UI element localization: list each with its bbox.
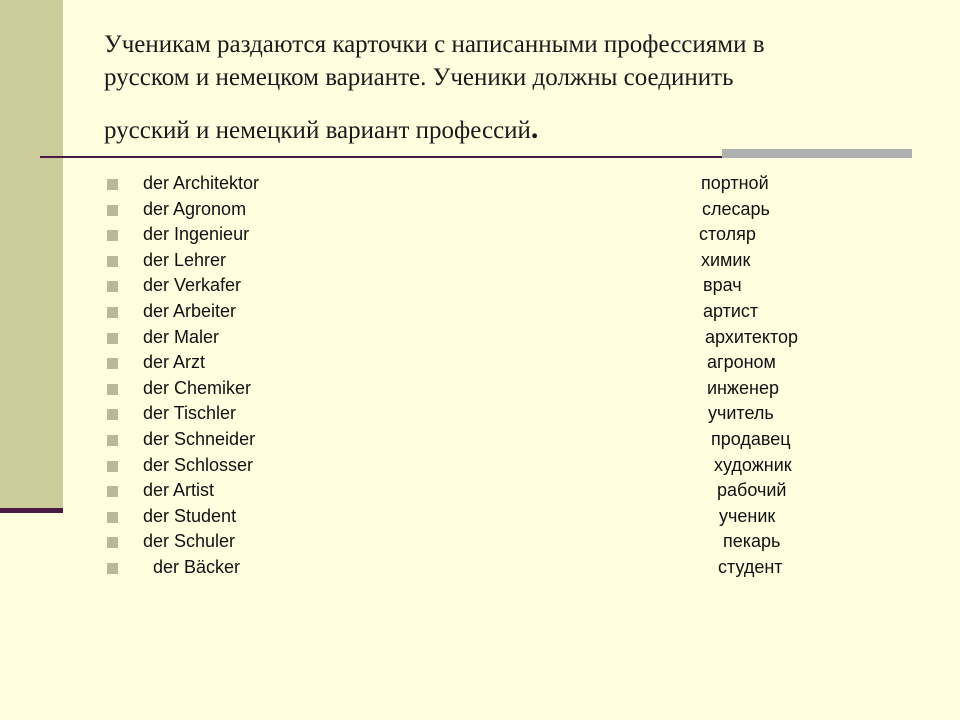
- list-item: [0, 274, 960, 300]
- list-item: [0, 479, 960, 505]
- bullet-icon: [107, 384, 118, 395]
- russian-term: художник: [714, 454, 792, 475]
- russian-term: агроном: [707, 352, 776, 373]
- german-term: der Schneider: [143, 428, 256, 449]
- list-item: [0, 172, 960, 198]
- list-item: [0, 351, 960, 377]
- german-term: der Agronom: [143, 198, 247, 219]
- title-line-2: русском и немецком варианте. Ученики должны соединить: [104, 64, 734, 91]
- german-term: der Artist: [143, 480, 215, 501]
- list-item: [0, 530, 960, 556]
- german-term: der Ingenieur: [143, 224, 250, 245]
- russian-term: химик: [701, 249, 751, 270]
- title-line-1: Ученикам раздаются карточки с написанными профессиями в: [104, 31, 765, 58]
- list-item: [0, 454, 960, 480]
- title-divider-block: [722, 149, 912, 158]
- slide-title: [104, 28, 904, 147]
- bullet-icon: [107, 179, 118, 190]
- list-item: [0, 377, 960, 403]
- list-item: [0, 249, 960, 275]
- russian-term: слесарь: [702, 198, 770, 219]
- profession-list: [0, 172, 960, 582]
- bullet-icon: [107, 512, 118, 523]
- german-term: der Lehrer: [143, 249, 227, 270]
- bullet-icon: [107, 435, 118, 446]
- list-item: [0, 326, 960, 352]
- list-item: [0, 223, 960, 249]
- bullet-icon: [107, 281, 118, 292]
- bullet-icon: [107, 537, 118, 548]
- russian-term: архитектор: [705, 326, 799, 347]
- russian-term: студент: [718, 556, 783, 577]
- bullet-icon: [107, 358, 118, 369]
- bullet-icon: [107, 461, 118, 472]
- bullet-icon: [107, 307, 118, 318]
- german-term: der Architektor: [143, 173, 260, 193]
- list-item: [0, 402, 960, 428]
- german-term: der Arzt: [143, 352, 206, 373]
- russian-term: портной: [701, 173, 769, 193]
- german-term: der Maler: [143, 326, 220, 347]
- german-term: der Verkafer: [143, 275, 242, 296]
- bullet-icon: [107, 230, 118, 241]
- title-line-3-text: русский и немецкий вариант профессий: [104, 117, 531, 144]
- russian-term: ученик: [719, 505, 776, 526]
- russian-term: врач: [703, 275, 742, 296]
- list-item: [0, 198, 960, 224]
- bullet-icon: [107, 409, 118, 420]
- russian-term: инженер: [707, 377, 780, 398]
- title-line-3: [104, 112, 904, 147]
- german-term: der Schuler: [143, 531, 236, 552]
- russian-term: продавец: [711, 428, 791, 449]
- russian-term: рабочий: [717, 480, 787, 501]
- german-term: der Bäcker: [153, 556, 241, 577]
- german-term: der Student: [143, 505, 237, 526]
- bullet-icon: [107, 333, 118, 344]
- list-item: [0, 428, 960, 454]
- russian-term: столяр: [699, 224, 756, 245]
- german-term: der Arbeiter: [143, 300, 237, 321]
- bullet-icon: [107, 205, 118, 216]
- list-item: [0, 300, 960, 326]
- list-item: [0, 556, 960, 582]
- german-term: der Chemiker: [143, 377, 252, 398]
- german-term: der Schlosser: [143, 454, 254, 475]
- bullet-icon: [107, 256, 118, 267]
- russian-term: пекарь: [723, 531, 781, 552]
- title-dot: .: [530, 112, 539, 145]
- bullet-icon: [107, 486, 118, 497]
- list-item: [0, 505, 960, 531]
- russian-term: артист: [703, 300, 759, 321]
- german-term: der Tischler: [143, 403, 237, 424]
- russian-term: учитель: [708, 403, 774, 424]
- bullet-icon: [107, 563, 118, 574]
